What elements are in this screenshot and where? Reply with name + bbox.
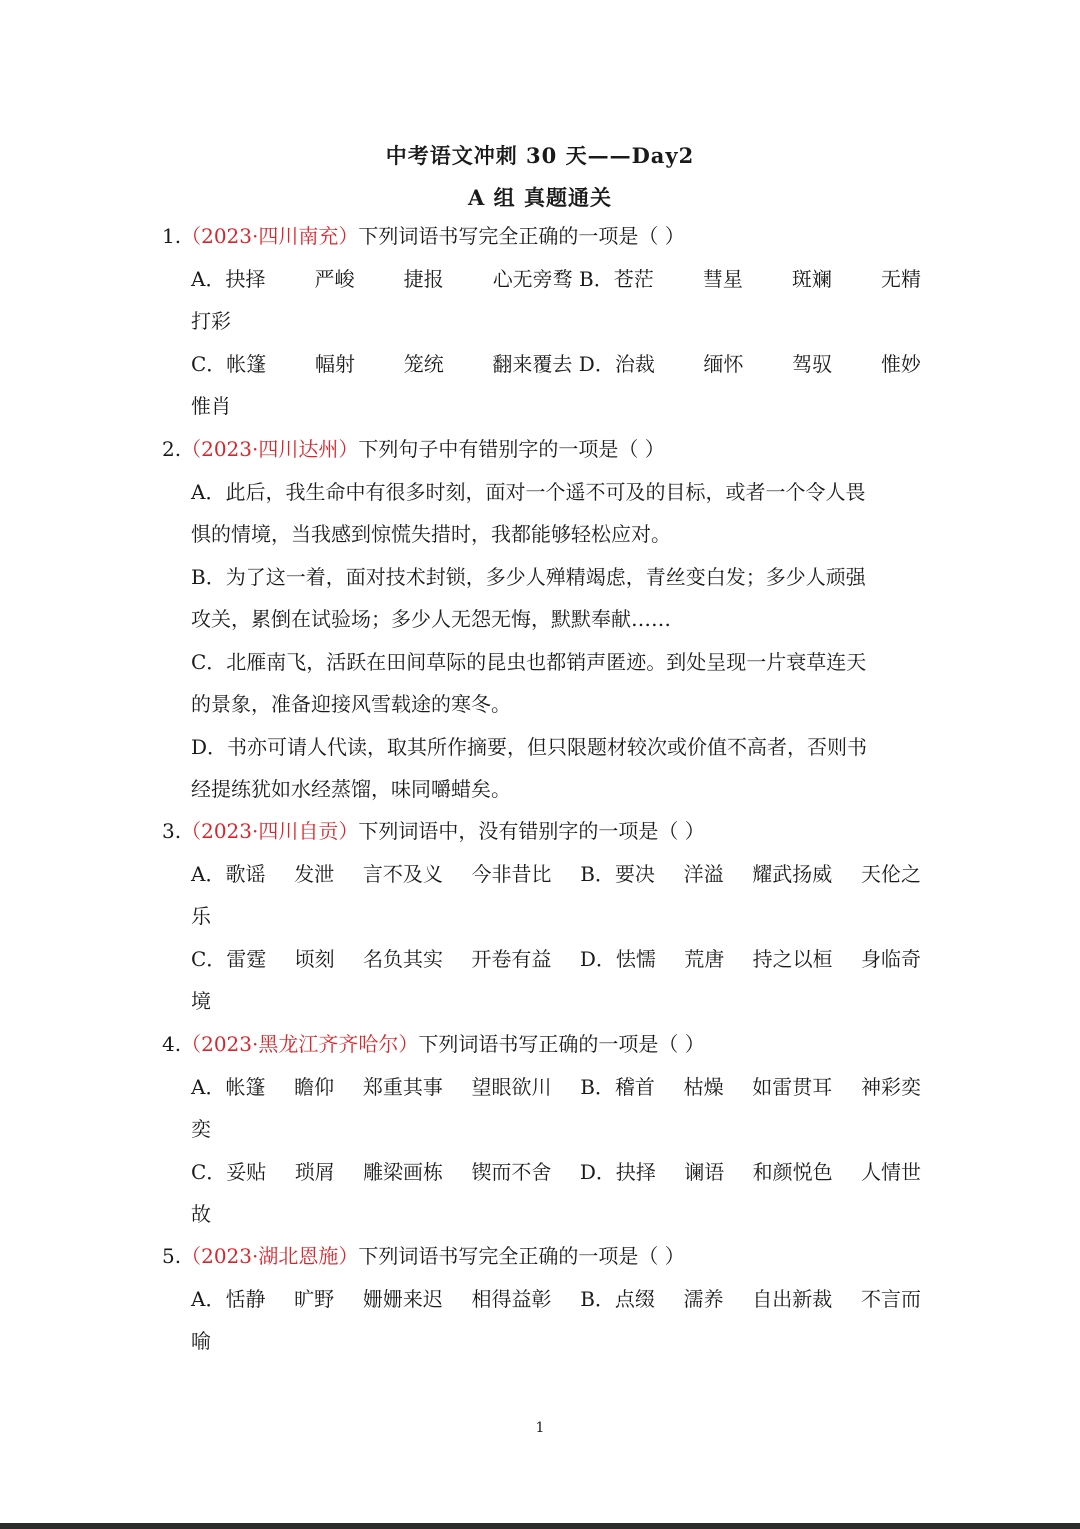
option-word: C．雷霆: [191, 946, 267, 971]
option-word: 自出新裁: [752, 1286, 833, 1311]
option-word: 彗星: [702, 266, 743, 291]
option-word: 持之以桓: [752, 946, 833, 971]
option-line: [191, 520, 921, 548]
option-line: [191, 392, 921, 420]
option-word: 故: [191, 1202, 211, 1226]
option-word: 境: [191, 989, 211, 1013]
option-word: 相得益彰: [471, 1286, 552, 1311]
option-word: B．点缀: [580, 1286, 655, 1311]
option-line: [191, 690, 921, 718]
option-line: [191, 265, 921, 293]
question-number: 5.: [162, 1244, 182, 1268]
option-word: 不言而: [860, 1286, 921, 1311]
option-word: 的景象，准备迎接风雪载途的寒冬。: [191, 692, 511, 716]
question-source: （2023·湖北恩施）: [181, 1244, 359, 1268]
option-word: 如雷贯耳: [752, 1074, 833, 1099]
option-word: A．恬静: [191, 1286, 266, 1311]
option-word: 天伦之: [860, 861, 921, 886]
page-number: 1: [535, 1420, 545, 1436]
option-word: C．北雁南飞，活跃在田间草际的昆虫也都销声匿迹。到处呈现一片衰草连天: [191, 649, 867, 674]
option-word: 无精: [880, 266, 921, 291]
option-word: A．此后，我生命中有很多时刻，面对一个遥不可及的目标，或者一个令人畏: [191, 479, 866, 504]
option-word: 惟肖: [191, 394, 231, 418]
question-text: 下列词语中，没有错别字的一项是（ ）: [358, 819, 705, 843]
option-word: 发泄: [294, 861, 335, 886]
option-word: 神彩奕: [860, 1074, 921, 1099]
option-word: C．帐篷: [191, 351, 267, 376]
option-line: [191, 605, 921, 633]
option-line: [191, 1073, 921, 1101]
option-word: A．歌谣: [191, 861, 266, 886]
option-line: [191, 307, 921, 335]
option-line: [191, 1200, 921, 1228]
option-line: [191, 733, 921, 761]
option-word: 耀武扬威: [752, 861, 833, 886]
option-word: 驾驭: [792, 351, 833, 376]
option-word: 攻关，累倒在试验场；多少人无怨无悔，默默奉献……: [191, 607, 671, 631]
option-word: 翻来覆去 D．治裁: [492, 351, 655, 376]
section-subtitle: A 组 真题通关: [468, 185, 612, 210]
option-line: [191, 1158, 921, 1186]
question-3-stem: [162, 817, 705, 845]
option-line: [191, 478, 921, 506]
option-word: 今非昔比: [471, 861, 552, 886]
question-4-stem: [162, 1030, 705, 1058]
question-text: 下列词语书写完全正确的一项是（ ）: [358, 224, 685, 248]
question-2-stem: [162, 435, 665, 463]
question-1-stem: [162, 222, 685, 250]
option-word: 谰语: [684, 1159, 725, 1184]
question-source: （2023·黑龙江齐齐哈尔）: [181, 1032, 419, 1056]
option-word: 心无旁骛 B．苍茫: [492, 266, 654, 291]
option-word: 和颜悦色: [752, 1159, 833, 1184]
option-word: 锲而不舍: [471, 1159, 552, 1184]
option-word: 捷报: [403, 266, 444, 291]
option-word: B．要决: [580, 861, 655, 886]
question-source: （2023·四川达州）: [181, 437, 359, 461]
option-word: 望眼欲川: [471, 1074, 552, 1099]
option-word: 人情世: [860, 1159, 921, 1184]
option-word: 笼统: [403, 351, 444, 376]
option-word: 言不及义: [362, 861, 443, 886]
option-word: 姗姗来迟: [362, 1286, 443, 1311]
option-word: 惟妙: [880, 351, 921, 376]
option-word: 雕梁画栋: [363, 1159, 444, 1184]
question-text: 下列词语书写正确的一项是（ ）: [418, 1032, 705, 1056]
option-word: 开卷有益: [471, 946, 552, 971]
page-title: 中考语文冲刺 30 天——Day2: [385, 143, 695, 168]
option-line: [191, 350, 921, 378]
option-word: 缅怀: [703, 351, 744, 376]
option-word: 经提练犹如水经蒸馏，味同嚼蜡矣。: [191, 777, 511, 801]
option-word: D．抉择: [579, 1159, 656, 1184]
option-word: 瞻仰: [294, 1074, 335, 1099]
option-word: C．妥贴: [191, 1159, 267, 1184]
option-word: 郑重其事: [362, 1074, 443, 1099]
option-word: D．怯懦: [579, 946, 656, 971]
option-word: 旷野: [294, 1286, 335, 1311]
option-word: 惧的情境，当我感到惊慌失措时，我都能够轻松应对。: [191, 522, 671, 546]
option-word: A．帐篷: [191, 1074, 266, 1099]
option-word: 严峻: [314, 266, 355, 291]
question-number: 4.: [162, 1032, 182, 1056]
option-word: D．书亦可请人代读，取其所作摘要，但只限题材较次或价值不高者，否则书: [191, 734, 868, 759]
option-word: 斑斓: [791, 266, 832, 291]
option-word: 奕: [191, 1117, 211, 1141]
question-number: 2.: [162, 437, 182, 461]
option-word: 名负其实: [363, 946, 444, 971]
question-text: 下列词语书写完全正确的一项是（ ）: [358, 1244, 685, 1268]
option-line: [191, 1327, 921, 1355]
option-line: [191, 1115, 921, 1143]
question-5-stem: [162, 1242, 685, 1270]
option-word: 打彩: [191, 309, 231, 333]
option-line: [191, 987, 921, 1015]
option-word: 身临奇: [860, 946, 921, 971]
option-word: 喻: [191, 1329, 211, 1353]
option-word: 乐: [191, 904, 211, 928]
option-word: 顷刻: [294, 946, 335, 971]
question-number: 1.: [162, 224, 182, 248]
option-line: [191, 1285, 921, 1313]
option-line: [191, 860, 921, 888]
question-number: 3.: [162, 819, 182, 843]
question-source: （2023·四川南充）: [181, 224, 359, 248]
question-source: （2023·四川自贡）: [181, 819, 359, 843]
option-line: [191, 775, 921, 803]
option-word: 琐屑: [294, 1159, 335, 1184]
option-line: [191, 563, 921, 591]
option-word: 荒唐: [684, 946, 725, 971]
option-word: B．为了这一着，面对技术封锁，多少人殚精竭虑，青丝变白发；多少人顽强: [191, 564, 866, 589]
option-line: [191, 902, 921, 930]
option-word: B．稽首: [580, 1074, 655, 1099]
option-word: 濡养: [683, 1286, 724, 1311]
option-line: [191, 945, 921, 973]
option-word: 洋溢: [683, 861, 724, 886]
option-word: A．抉择: [191, 266, 266, 291]
option-word: 幅射: [315, 351, 356, 376]
bottom-border: [0, 1523, 1080, 1529]
option-word: 枯燥: [683, 1074, 724, 1099]
question-text: 下列句子中有错别字的一项是（ ）: [358, 437, 665, 461]
option-line: [191, 648, 921, 676]
